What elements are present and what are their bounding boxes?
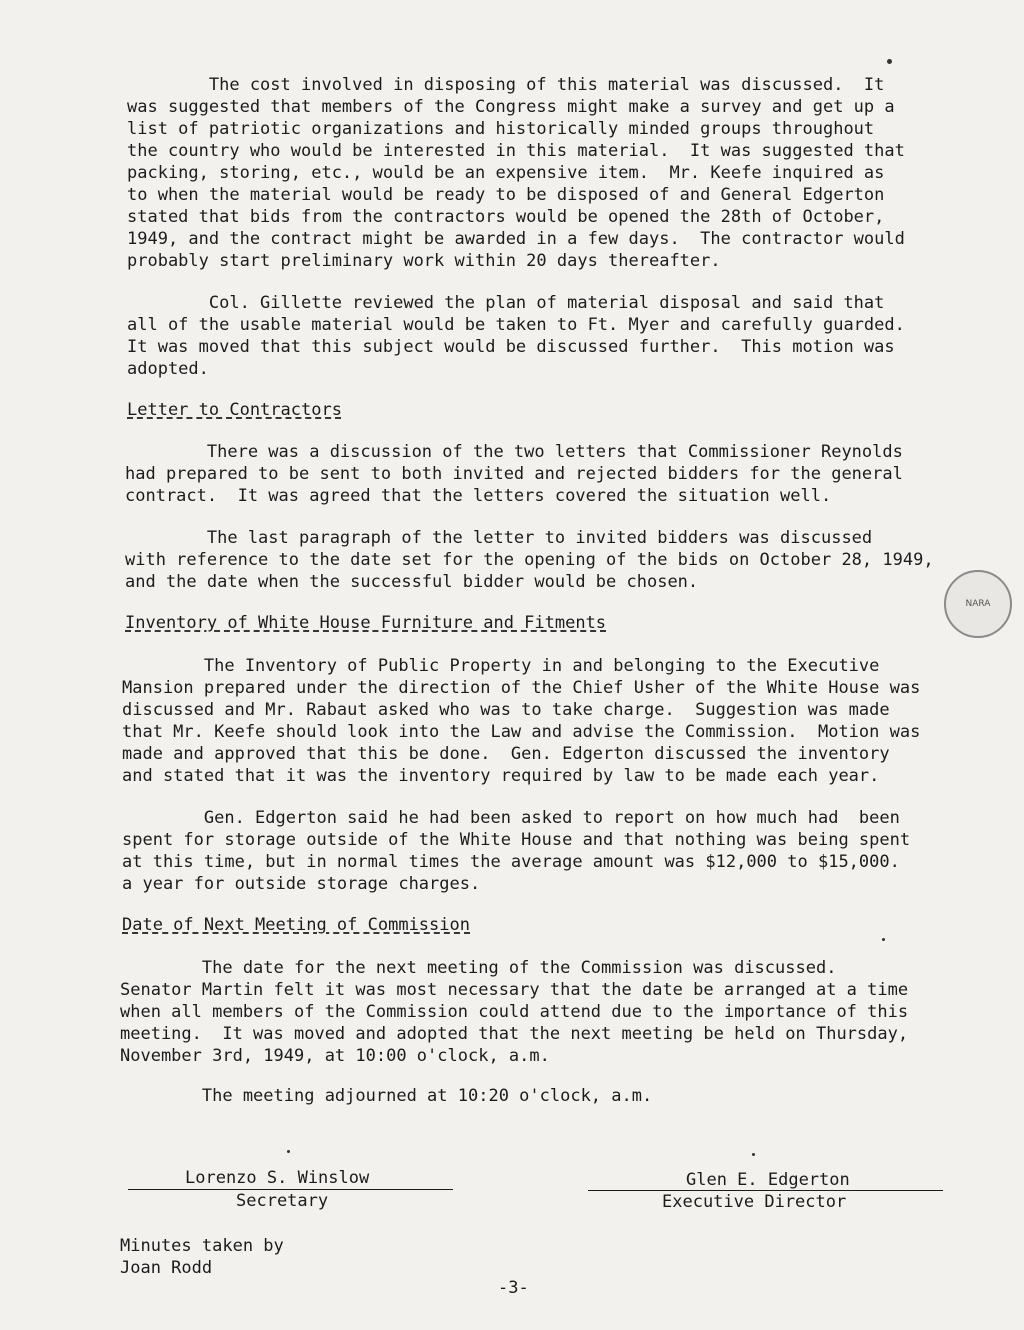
paper-speck	[887, 59, 892, 64]
section-heading-next-meeting: Date of Next Meeting of Commission	[122, 915, 470, 935]
text-line: The Inventory of Public Property in and belonging to the Executive	[122, 656, 880, 676]
text-line: Gen. Edgerton said he had been asked to report on how much had been	[122, 808, 900, 828]
text-line: that Mr. Keefe should look into the Law and advise the Commission. Motion was	[122, 722, 921, 742]
text-line: to when the material would be ready to be disposed of and General Edgerton	[127, 185, 885, 205]
signature-line	[128, 1189, 453, 1190]
text-line: The date for the next meeting of the Commission was discussed.	[120, 958, 837, 978]
text-line: the country who would be interested in this material. It was suggested that	[127, 141, 905, 161]
section-heading-inventory: Inventory of White House Furniture and Fitments	[125, 613, 607, 633]
text-line: spent for storage outside of the White House and that nothing was being spent	[122, 830, 911, 850]
text-line: 1949, and the contract might be awarded in a few days. The contractor would	[127, 229, 905, 249]
text-line: Minutes taken by	[120, 1236, 284, 1256]
text-line: Senator Martin felt it was most necessary that the date be arranged at a time	[120, 980, 909, 1000]
text-line: adopted.	[127, 359, 209, 379]
text-line: contract. It was agreed that the letters covered the situation well.	[125, 486, 832, 506]
archive-stamp-icon	[944, 570, 1012, 638]
text-line: and the date when the successful bidder would be chosen.	[125, 572, 699, 592]
text-line: The last paragraph of the letter to invited bidders was discussed	[125, 528, 873, 548]
text-line: at this time, but in normal times the average amount was $12,000 to $15,000.	[122, 852, 900, 872]
text-line: with reference to the date set for the opening of the bids on October 28, 1949,	[125, 550, 934, 570]
text-line: Col. Gillette reviewed the plan of material disposal and said that	[127, 293, 885, 313]
text-line: It was moved that this subject would be discussed further. This motion was	[127, 337, 895, 357]
text-line: list of patriotic organizations and historically minded groups throughout	[127, 119, 875, 139]
text-line: meeting. It was moved and adopted that the next meeting be held on Thursday,	[120, 1024, 909, 1044]
stamp-label: NARA	[965, 599, 991, 609]
text-line: discussed and Mr. Rabaut asked who was to take charge. Suggestion was made	[122, 700, 890, 720]
text-line: stated that bids from the contractors would be opened the 28th of October,	[127, 207, 885, 227]
text-line: had prepared to be sent to both invited and rejected bidders for the general	[125, 464, 903, 484]
text-line: when all members of the Commission could attend due to the importance of this	[120, 1002, 909, 1022]
text-line: and stated that it was the inventory required by law to be made each year.	[122, 766, 880, 786]
text-line: a year for outside storage charges.	[122, 874, 481, 894]
text-line: The cost involved in disposing of this material was discussed. It	[127, 75, 885, 95]
page-number: -3-	[498, 1278, 529, 1298]
text-line: was suggested that members of the Congress might make a survey and get up a	[127, 97, 895, 117]
signature-name: Lorenzo S. Winslow	[185, 1168, 370, 1188]
text-line: There was a discussion of the two letters that Commissioner Reynolds	[125, 442, 903, 462]
signature-name: Glen E. Edgerton	[686, 1170, 850, 1190]
text-line: packing, storing, etc., would be an expensive item. Mr. Keefe inquired as	[127, 163, 885, 183]
text-line: made and approved that this be done. Gen. Edgerton discussed the inventory	[122, 744, 890, 764]
text-line: Mansion prepared under the direction of the Chief Usher of the White House was	[122, 678, 921, 698]
section-heading-letter-to-contractors: Letter to Contractors	[127, 400, 342, 420]
paper-speck	[882, 938, 885, 941]
text-line: all of the usable material would be taken to Ft. Myer and carefully guarded.	[127, 315, 905, 335]
text-line: Joan Rodd	[120, 1258, 213, 1278]
text-line: probably start preliminary work within 20 days thereafter.	[127, 251, 721, 271]
paragraph-adjourned: The meeting adjourned at 10:20 o'clock, a.m.	[120, 1086, 653, 1106]
paper-speck	[752, 1153, 755, 1156]
signature-title: Secretary	[236, 1191, 329, 1211]
signature-line	[588, 1190, 943, 1191]
text-line: November 3rd, 1949, at 10:00 o'clock, a.m.	[120, 1046, 550, 1066]
paper-speck	[287, 1150, 290, 1153]
signature-title: Executive Director	[662, 1192, 847, 1212]
